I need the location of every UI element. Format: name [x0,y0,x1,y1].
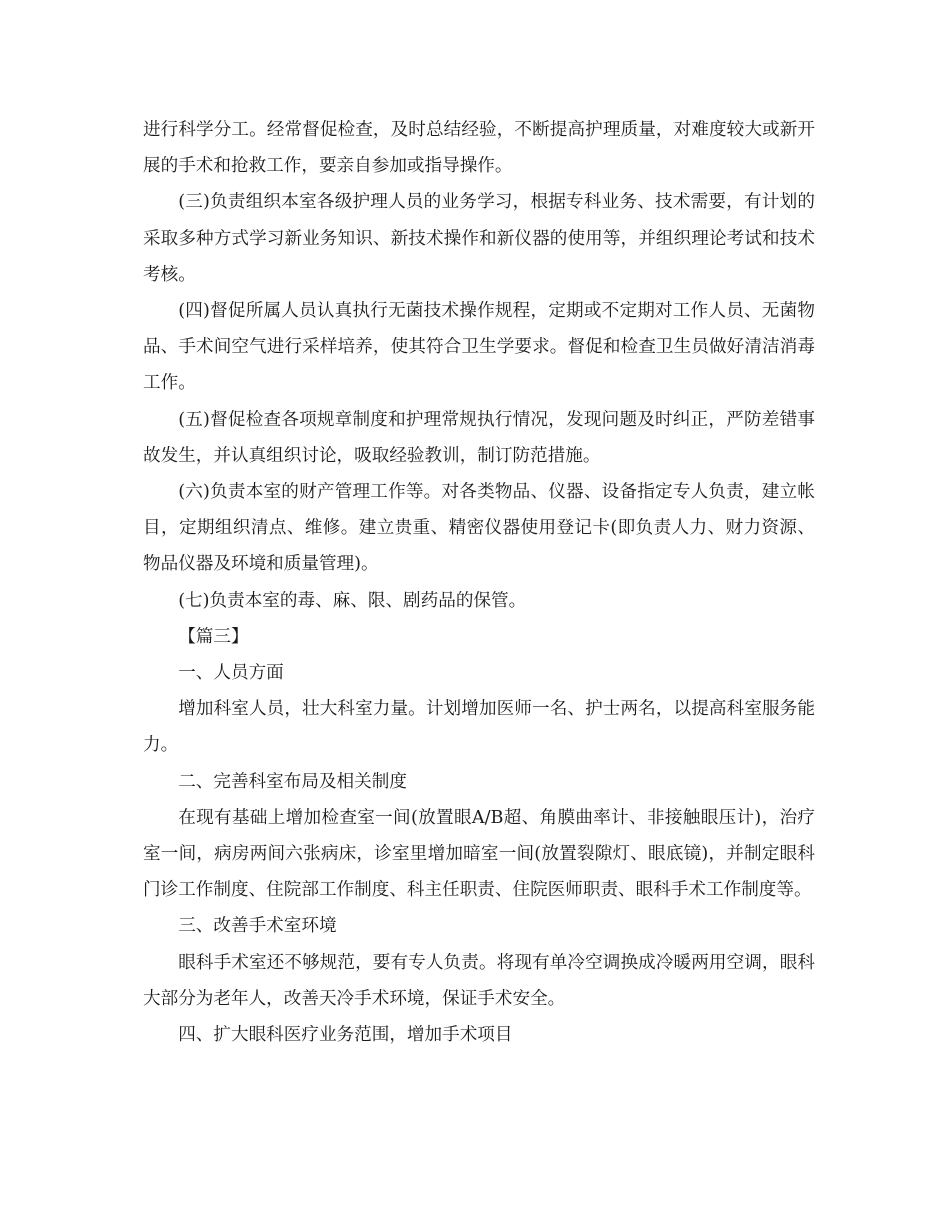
subheading-expand-services: 四、扩大眼科医疗业务范围，增加手术项目 [178,1025,513,1046]
paragraph-item-5: (五)督促检查各项规章制度和护理常规执行情况，发现问题及时纠正，严防差错事故发生，并认真组织讨论，吸取经验教训，制订防范措施。 [143,409,815,466]
document-body [143,112,815,1053]
paragraph-item-7: (七)负责本室的毒、麻、限、剧药品的保管。 [178,590,527,611]
paragraph-item-4: (四)督促所属人员认真执行无菌技术操作规程，定期或不定期对工作人员、无菌物品、手术间空气进行采样培养，使其符合卫生学要求。督促和检查卫生员做好清洁消毒工作。 [143,301,815,394]
paragraph-personnel: 增加科室人员，壮大科室力量。计划增加医师一名、护士两名，以提高科室服务能力。 [143,699,815,756]
paragraph-operating-room: 眼科手术室还不够规范，要有专人负责。将现有单冷空调换成冷暖两用空调，眼科大部分为老年人，改善天冷手术环境，保证手术安全。 [143,952,815,1009]
paragraph-item-3: (三)负责组织本室各级护理人员的业务学习，根据专科业务、技术需要，有计划的采取多种方式学习新业务知识、新技术操作和新仪器的使用等，并组织理论考试和技术考核。 [143,192,815,285]
paragraph-continuation: 进行科学分工。经常督促检查，及时总结经验，不断提高护理质量，对难度较大或新开展的手术和抢救工作，要亲自参加或指导操作。 [143,120,815,177]
subheading-operating-room: 三、改善手术室环境 [178,916,337,937]
paragraph-item-6: (六)负责本室的财产管理工作等。对各类物品、仪器、设备指定专人负责，建立帐目，定期组织清点、维修。建立贵重、精密仪器使用登记卡(即负责人力、财力资源、物品仪器及环境和质量管理)。 [143,482,815,575]
section-heading-part-three: 【篇三】 [178,626,249,647]
paragraph-layout-rules: 在现有基础上增加检查室一间(放置眼A/B超、角膜曲率计、非接触眼压计)，治疗室一间，病房两间六张病床，诊室里增加暗室一间(放置裂隙灯、眼底镜)，并制定眼科门诊工作制度、住院部工作制度、科主任职责、住院医师职责、眼科手术工作制度等。 [143,807,815,901]
subheading-layout-rules: 二、完善科室布局及相关制度 [178,771,407,792]
subheading-personnel: 一、人员方面 [178,663,284,684]
